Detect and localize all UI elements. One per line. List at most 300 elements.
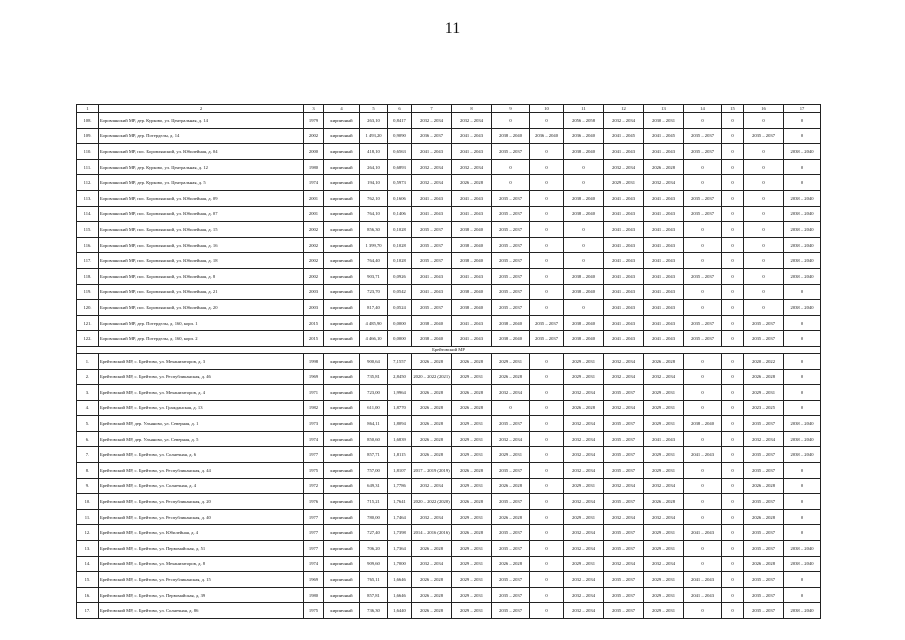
table-cell: 0	[784, 159, 821, 175]
table-cell: 0	[684, 400, 722, 416]
table-cell: 7	[412, 105, 452, 113]
table-cell: 2026 – 2028	[412, 541, 452, 557]
table-cell: 0	[530, 494, 564, 510]
table-row	[77, 587, 821, 603]
table-cell: 2032 – 2034	[452, 159, 492, 175]
table-cell: 2032 – 2034	[564, 494, 604, 510]
address-cell: Боровлянский МР, пос. Боровлянский, ул. Юбилейная, д. 18	[99, 253, 304, 269]
table-cell: 0,0000	[388, 315, 412, 331]
address-cell: Боровлянский МР, дер. Курково, ул. Центральная, д. 12	[99, 159, 304, 175]
table-cell: 2032 – 2034	[492, 385, 530, 401]
table-cell: 0,6563	[388, 144, 412, 160]
table-cell: 2032 – 2034	[644, 175, 684, 191]
table-cell: 2029 – 2031	[644, 541, 684, 557]
table-cell: 2038 – 2040	[492, 331, 530, 347]
table-cell: 2038 – 2040	[564, 144, 604, 160]
address-cell: Боровлянский МР, пос. Боровлянский, ул. Юбилейная, д. 04	[99, 144, 304, 160]
table-row	[77, 222, 821, 238]
table-cell: 0	[784, 315, 821, 331]
table-cell: 2026 – 2028	[452, 494, 492, 510]
table-cell: кирпичный	[324, 113, 360, 129]
table-cell: 110.	[77, 144, 99, 160]
table-cell: 0	[684, 463, 722, 479]
table-cell: 2035 – 2037	[412, 237, 452, 253]
table-cell: 2035 – 2037	[744, 463, 784, 479]
table-row	[77, 525, 821, 541]
table-cell: 1971	[304, 385, 324, 401]
table-cell: 2038 – 2040	[784, 416, 821, 432]
table-cell: 2038 – 2040	[564, 206, 604, 222]
table-cell: 0	[784, 353, 821, 369]
table-cell: 0,0542	[388, 284, 412, 300]
table-cell: 1979	[304, 113, 324, 129]
table-cell: 2015	[304, 315, 324, 331]
table-cell: 7,1557	[388, 353, 412, 369]
table-cell: 2029 – 2031	[644, 572, 684, 588]
table-cell: 0	[530, 159, 564, 175]
address-cell: Боровлянский МР, пос. Боровлянский, ул. Юбилейная, д. 15	[99, 222, 304, 238]
table-cell: 762,10	[360, 190, 388, 206]
table-cell: 2029 – 2031	[644, 587, 684, 603]
table-cell: 0,1028	[388, 237, 412, 253]
table-cell: 2035 – 2037	[744, 416, 784, 432]
table-cell: 2026 – 2028	[412, 431, 452, 447]
address-cell: Боровлянский МР, пос. Боровлянский, ул. Юбилейная, д. 8	[99, 268, 304, 284]
table-cell: 2029 – 2031	[452, 572, 492, 588]
table-row	[77, 331, 821, 347]
table-cell: 2029 – 2031	[452, 509, 492, 525]
table-cell: 2000	[304, 144, 324, 160]
table-cell: 0	[684, 556, 722, 572]
table-cell: 909,60	[360, 556, 388, 572]
table-cell: 0	[530, 556, 564, 572]
table-cell: 2015	[304, 331, 324, 347]
table-cell: 0	[684, 509, 722, 525]
table-cell: 2041 – 2043	[604, 206, 644, 222]
table-cell: 121.	[77, 315, 99, 331]
table-cell: 2041 – 2045	[644, 128, 684, 144]
table-cell: 0,5973	[388, 175, 412, 191]
table-cell: 2002	[304, 222, 324, 238]
table-cell: 1,8115	[388, 447, 412, 463]
table-cell: 715,21	[360, 494, 388, 510]
address-cell: Брейтовский МР, с. Брейтово, ул. Солнечная, д. 4	[99, 478, 304, 494]
table-cell: 0	[722, 416, 744, 432]
table-cell: 2035 – 2037	[492, 463, 530, 479]
table-cell: 2041 – 2043	[604, 331, 644, 347]
table-cell: 2026 – 2028	[564, 400, 604, 416]
table-cell: 2035 – 2037	[744, 447, 784, 463]
table-cell: 2035 – 2037	[744, 494, 784, 510]
table-cell: 723,00	[360, 385, 388, 401]
table-cell: 2035 – 2037	[492, 300, 530, 316]
table-cell: 735,81	[360, 369, 388, 385]
table-cell: 0	[722, 603, 744, 619]
table-cell: 2032 – 2034	[564, 525, 604, 541]
table-cell: 0	[530, 175, 564, 191]
table-cell: 1974	[304, 175, 324, 191]
table-cell: 2041 – 2043	[644, 222, 684, 238]
table-cell: 2029 – 2031	[452, 478, 492, 494]
table-cell: 0,8417	[388, 113, 412, 129]
table-cell: 2035 – 2037	[412, 300, 452, 316]
table-cell: 0	[784, 494, 821, 510]
address-cell: Брейтовский МР, с. Брейтово, ул. Республиканская, д. 20	[99, 494, 304, 510]
table-cell: 17.	[77, 603, 99, 619]
table-cell: 13	[644, 105, 684, 113]
table-cell: 16	[744, 105, 784, 113]
table-cell: 1974	[304, 556, 324, 572]
table-cell: 2038 – 2040	[784, 253, 821, 269]
table-cell: 9.	[77, 478, 99, 494]
table-cell: 0	[722, 353, 744, 369]
table-cell: 2026 – 2028	[412, 400, 452, 416]
table-cell: 2035 – 2037	[604, 431, 644, 447]
table-cell: 1 399,70	[360, 237, 388, 253]
table-cell: 2041 – 2043	[644, 331, 684, 347]
address-cell: Брейтовский МР, с. Брейтово, ул. Первомайская, д. 39	[99, 587, 304, 603]
table-cell: 1977	[304, 525, 324, 541]
table-cell: 2026 – 2028	[412, 587, 452, 603]
table-cell: 0	[564, 159, 604, 175]
table-cell: 2036 – 2040	[564, 128, 604, 144]
table-cell: 706,20	[360, 541, 388, 557]
table-cell: 0	[684, 237, 722, 253]
table-cell: 2032 – 2034	[644, 369, 684, 385]
address-cell: Брейтовский МР, с. Брейтово, ул. Солнечная, д. 86	[99, 603, 304, 619]
table-cell: 1980	[304, 587, 324, 603]
table-cell: 4.	[77, 400, 99, 416]
table-cell: 2035 – 2037	[744, 331, 784, 347]
table-cell: 2032 – 2034	[604, 509, 644, 525]
table-cell: 0	[684, 253, 722, 269]
table-cell: 0	[784, 284, 821, 300]
table-cell: кирпичный	[324, 478, 360, 494]
table-cell: 2041 – 2043	[412, 190, 452, 206]
table-cell: 2035 – 2037	[684, 206, 722, 222]
table-row	[77, 494, 821, 510]
table-cell: 2041 – 2043	[684, 587, 722, 603]
table-cell: 1,7364	[388, 541, 412, 557]
table-cell: 903,71	[360, 268, 388, 284]
table-cell: кирпичный	[324, 206, 360, 222]
table-row	[77, 175, 821, 191]
table-cell: 122.	[77, 331, 99, 347]
table-cell: 0	[722, 494, 744, 510]
table-cell: 2035 – 2037	[492, 494, 530, 510]
table-cell: 2038 – 2040	[784, 268, 821, 284]
table-row	[77, 541, 821, 557]
table-row	[77, 416, 821, 432]
table-cell: 2029 – 2031	[644, 525, 684, 541]
table-cell: кирпичный	[324, 400, 360, 416]
table-cell: 0,1028	[388, 253, 412, 269]
table-cell: 0	[530, 447, 564, 463]
table-cell: 2029 – 2031	[644, 385, 684, 401]
table-cell: кирпичный	[324, 268, 360, 284]
table-cell: 2029 – 2031	[452, 587, 492, 603]
table-cell: 120.	[77, 300, 99, 316]
table-cell: 0	[784, 331, 821, 347]
table-cell: 2017 – 2019 (2019)	[412, 463, 452, 479]
table-cell: 2035 – 2037	[492, 541, 530, 557]
table-cell: 2029 – 2031	[644, 447, 684, 463]
table-cell: 6	[388, 105, 412, 113]
table-row	[77, 206, 821, 222]
table-cell: 0	[530, 416, 564, 432]
table-cell: 114.	[77, 206, 99, 222]
table-cell: 0	[722, 525, 744, 541]
table-cell: 2035 – 2037	[604, 525, 644, 541]
table-cell: 2041 – 2043	[604, 284, 644, 300]
table-cell: 2026 – 2028	[644, 159, 684, 175]
table-cell: 757,00	[360, 463, 388, 479]
table-cell: кирпичный	[324, 331, 360, 347]
table-cell: 2035 – 2037	[744, 128, 784, 144]
table-cell: 2038 – 2040	[452, 237, 492, 253]
table-cell: 2	[99, 105, 304, 113]
table-cell: 2035 – 2037	[492, 587, 530, 603]
table-cell: 2041 – 2043	[644, 253, 684, 269]
table-cell: 2041 – 2043	[412, 268, 452, 284]
table-cell: 2001	[304, 190, 324, 206]
table-row	[77, 159, 821, 175]
table-cell: 2041 – 2043	[644, 268, 684, 284]
table-cell: 0	[722, 237, 744, 253]
table-cell: 0	[684, 222, 722, 238]
table-cell: 1,6646	[388, 572, 412, 588]
address-cell: Боровлянский МР, пос. Боровлянский, ул. Юбилейная, д. 21	[99, 284, 304, 300]
table-cell: 0	[722, 300, 744, 316]
table-cell: 0	[530, 300, 564, 316]
table-cell: кирпичный	[324, 463, 360, 479]
table-cell: 2026 – 2028	[452, 400, 492, 416]
table-cell: 2035 – 2037	[684, 144, 722, 160]
table-cell: 0	[564, 253, 604, 269]
table-cell: 2035 – 2037	[684, 331, 722, 347]
table-cell: 2041 – 2043	[604, 268, 644, 284]
table-cell: 0	[722, 587, 744, 603]
table-cell: 0	[722, 268, 744, 284]
table-cell: 1977	[304, 509, 324, 525]
table-cell: 0	[684, 478, 722, 494]
table-cell: 115.	[77, 222, 99, 238]
table-cell: 2032 – 2034	[604, 159, 644, 175]
address-cell: Брейтовский МР, с. Брейтово, ул. Республиканская, д. 44	[99, 463, 304, 479]
table-cell: 2032 – 2034	[564, 587, 604, 603]
table-cell: 2035 – 2037	[604, 494, 644, 510]
header-row	[77, 105, 821, 113]
table-row	[77, 572, 821, 588]
table-cell: 0	[684, 369, 722, 385]
table-cell: 0	[530, 400, 564, 416]
table-cell: 111.	[77, 159, 99, 175]
table-cell: 2035 – 2037	[744, 603, 784, 619]
table-cell: 2032 – 2034	[564, 447, 604, 463]
table-cell: 2038 – 2040	[564, 268, 604, 284]
table-cell: 2032 – 2034	[412, 113, 452, 129]
table-cell: 2032 – 2034	[604, 113, 644, 129]
table-cell: 2041 – 2043	[644, 237, 684, 253]
table-row	[77, 300, 821, 316]
table-cell: кирпичный	[324, 416, 360, 432]
table-cell: 2035 – 2037	[604, 587, 644, 603]
table-cell: 2038 – 2040	[564, 190, 604, 206]
table-cell: 2036 – 2040	[530, 128, 564, 144]
table-cell: 0	[564, 300, 604, 316]
table-cell: 2038 – 2040	[784, 603, 821, 619]
table-cell: 0	[744, 206, 784, 222]
table-cell: 17	[784, 105, 821, 113]
section-title: Брейтовский МР	[77, 346, 821, 353]
table-cell: 2035 – 2037	[744, 315, 784, 331]
table-cell: 2035 – 2037	[492, 525, 530, 541]
table-cell: 2032 – 2034	[604, 353, 644, 369]
address-cell: Боровлянский МР, дер. Потерделы, д. 160, корп. 1	[99, 315, 304, 331]
table-cell: 2003	[304, 300, 324, 316]
table-cell: 2041 – 2043	[644, 190, 684, 206]
table-cell: 0	[722, 463, 744, 479]
table-cell: 0,1606	[388, 190, 412, 206]
table-cell: 2029 – 2031	[492, 447, 530, 463]
table-cell: 0	[530, 253, 564, 269]
table-cell: 2026 – 2028	[492, 369, 530, 385]
table-cell: 0	[564, 175, 604, 191]
table-cell: 2026 – 2028	[412, 353, 452, 369]
table-cell: 0	[744, 113, 784, 129]
table-cell: 1975	[304, 463, 324, 479]
table-cell: 2026 – 2028	[452, 463, 492, 479]
table-cell: 12.	[77, 525, 99, 541]
table-cell: 1,6839	[388, 431, 412, 447]
table-cell: 2038 – 2040	[784, 431, 821, 447]
table-cell: 2041 – 2043	[604, 315, 644, 331]
table-cell: 4 466,10	[360, 331, 388, 347]
table-cell: 2026 – 2028	[744, 478, 784, 494]
address-cell: Брейтовский МР, с. Брейтово, ул. Первомайская, д. 51	[99, 541, 304, 557]
table-cell: 2026 – 2028	[452, 525, 492, 541]
register-table-wrapper	[76, 104, 820, 619]
table-cell: 0	[722, 159, 744, 175]
address-cell: Брейтовский МР, с. Брейтово, ул. Механизаторов, д. 8	[99, 556, 304, 572]
table-cell: 2003	[304, 284, 324, 300]
table-cell: 1,8094	[388, 416, 412, 432]
table-cell: 2041 – 2043	[644, 206, 684, 222]
table-cell: 2026 – 2028	[492, 556, 530, 572]
table-cell: 0,1406	[388, 206, 412, 222]
table-cell: 2041 – 2043	[452, 190, 492, 206]
table-cell: 0	[722, 175, 744, 191]
table-cell: кирпичный	[324, 587, 360, 603]
table-cell: кирпичный	[324, 556, 360, 572]
table-cell: 12	[604, 105, 644, 113]
table-cell: 0	[722, 572, 744, 588]
table-cell: 2041 – 2043	[452, 331, 492, 347]
table-cell: 2038 – 2040	[784, 190, 821, 206]
address-cell: Брейтовский МР, дер. Ульяново, ул. Северная, д. 1	[99, 416, 304, 432]
table-row	[77, 144, 821, 160]
table-cell: 780,00	[360, 509, 388, 525]
table-row	[77, 385, 821, 401]
table-cell: 0,0524	[388, 300, 412, 316]
table-cell: 0	[744, 284, 784, 300]
table-cell: 2029 – 2031	[644, 463, 684, 479]
table-cell: 2041 – 2043	[644, 315, 684, 331]
table-cell: 1977	[304, 447, 324, 463]
table-cell: 0	[684, 494, 722, 510]
table-cell: 119.	[77, 284, 99, 300]
table-cell: 2026 – 2028	[492, 478, 530, 494]
table-cell: 2020 – 2022	[744, 353, 784, 369]
table-cell: 2002	[304, 128, 324, 144]
table-cell: 2041 – 2043	[452, 315, 492, 331]
table-cell: 2035 – 2037	[492, 222, 530, 238]
table-cell: 2041 – 2043	[452, 144, 492, 160]
address-cell: Брейтовский МР, с. Брейтово, ул. Солнечная, д. 6	[99, 447, 304, 463]
table-cell: 0	[722, 509, 744, 525]
table-cell: 2026 – 2028	[744, 556, 784, 572]
table-cell: 0	[784, 463, 821, 479]
table-cell: 2035 – 2037	[684, 190, 722, 206]
table-row	[77, 353, 821, 369]
table-cell: 2029 – 2031	[604, 175, 644, 191]
table-cell: 0	[722, 206, 744, 222]
table-cell: 2032 – 2034	[492, 431, 530, 447]
table-cell: 2026 – 2028	[412, 603, 452, 619]
table-cell: 2035 – 2037	[744, 587, 784, 603]
table-cell: 11.	[77, 509, 99, 525]
table-cell: 1975	[304, 603, 324, 619]
table-cell: 2038 – 2040	[452, 300, 492, 316]
table-cell: 1976	[304, 494, 324, 510]
table-cell: кирпичный	[324, 603, 360, 619]
table-row	[77, 603, 821, 619]
table-cell: 0	[530, 144, 564, 160]
table-cell: 0,9090	[388, 128, 412, 144]
table-cell: кирпичный	[324, 237, 360, 253]
table-cell: 817,40	[360, 300, 388, 316]
table-cell: 0	[530, 603, 564, 619]
page-number: 11	[444, 20, 461, 37]
table-cell: 2035 – 2037	[744, 572, 784, 588]
table-cell: 0	[492, 159, 530, 175]
table-cell: 0	[722, 284, 744, 300]
table-cell: 2035 – 2037	[492, 206, 530, 222]
table-cell: кирпичный	[324, 300, 360, 316]
table-cell: 0	[744, 300, 784, 316]
table-cell: кирпичный	[324, 222, 360, 238]
table-cell: кирпичный	[324, 253, 360, 269]
table-cell: 264,10	[360, 159, 388, 175]
table-cell: 1,8107	[388, 463, 412, 479]
address-cell: Боровлянский МР, дер. Курково, ул. Центральная, д. 14	[99, 113, 304, 129]
table-cell: 2056 – 2058	[564, 113, 604, 129]
address-cell: Брейтовский МР, с. Брейтово, ул. Юбилейная, д. 4	[99, 525, 304, 541]
table-cell: кирпичный	[324, 159, 360, 175]
table-cell: 2041 – 2043	[452, 128, 492, 144]
table-cell: 2035 – 2037	[744, 541, 784, 557]
table-row	[77, 509, 821, 525]
table-cell: 2029 – 2031	[452, 431, 492, 447]
table-cell: 2035 – 2037	[492, 237, 530, 253]
table-cell: 2041 – 2045	[604, 128, 644, 144]
table-cell: 1,6646	[388, 587, 412, 603]
table-cell: 2026 – 2028	[644, 353, 684, 369]
table-cell: 0	[530, 478, 564, 494]
table-cell: 0	[744, 190, 784, 206]
table-cell: 1974	[304, 431, 324, 447]
table-cell: 2001	[304, 206, 324, 222]
